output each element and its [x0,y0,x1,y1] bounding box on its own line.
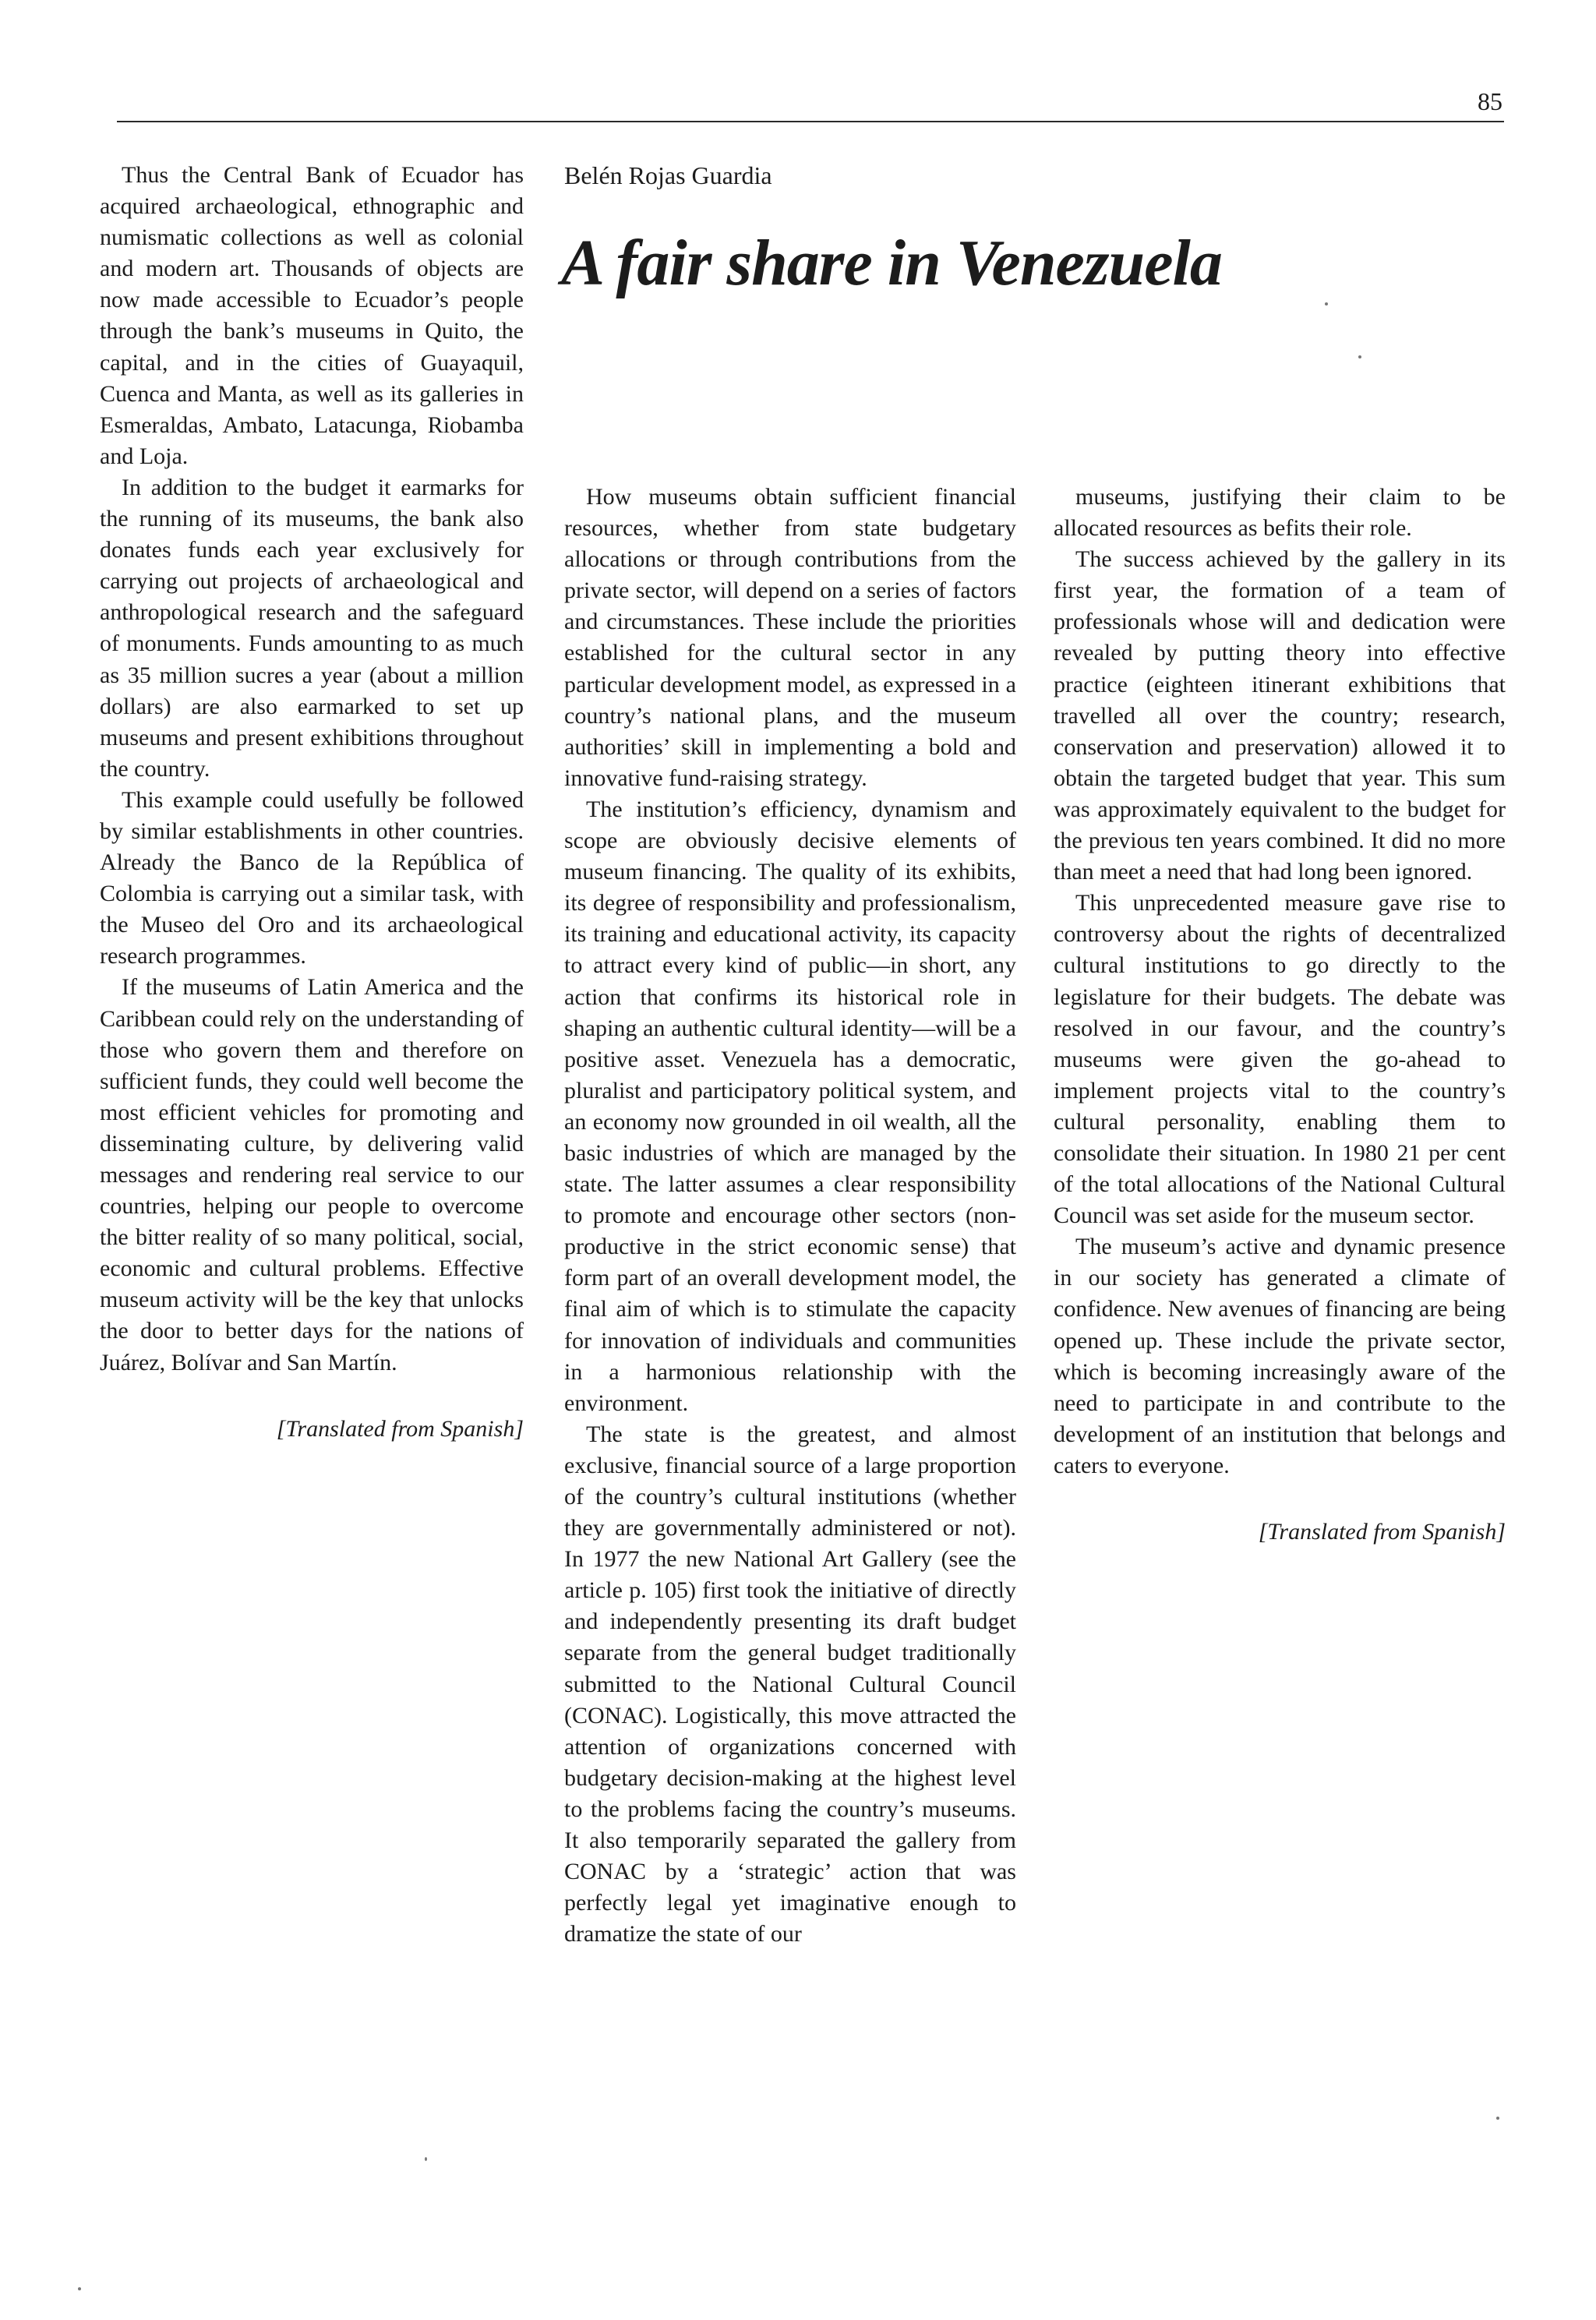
paragraph: museums, justifying their claim to be allocated resources as befits their role. [1054,484,1506,542]
scan-speck [1325,302,1328,305]
article-author: Belén Rojas Guardia [564,161,772,189]
paragraph: The museum’s active and dynamic presence in our society has generated a climate of confidence. New avenues of financing are being opened up. These include the private sector, which is becoming increasingly aware of the need to participate in and contribute to the development of an institution that belongs and caters to everyone. [1054,1234,1506,1478]
paragraph: How museums obtain sufficient financial resources, whether from state budgetary allocations or through contributions from the private sector, will depend on a series of factors and circumstances. These include the priorities established for the cultural sector in any particular development model, as expressed in a country’s national plans, and the museum authorities’ skill in implementing a bold and innovative fund-raising strategy. [564,484,1016,791]
article-title: A fair share in Venezuela [561,227,1222,299]
paragraph: The state is the greatest, and almost exclusive, financial source of a large proportion of the country’s cultural institutions (whether they are governmentally administered or not). In 1977 the new National Art Gallery (see the article p. 105) first took the initiative of directly and independently presenting its draft budget separate from the general budget traditionally submitted to the National Cultural Council (CONAC). Logistically, this move attracted the attention of organizations concerned with budgetary decision-making at the highest level to the problems facing the country’s museums. It also temporarily separated the gallery from CONAC by a ‘strategic’ action that was perfectly legal yet imaginative enough to dramatize the state of our [564,1421,1016,1947]
translation-credit: [Translated from Spanish] [1258,1519,1506,1545]
paragraph: The institution’s efficiency, dynamism and scope are obviously decisive elements of museum financing. The quality of its exhibits, its degree of responsibility and professionalism, its training and educational activity, its capacity to attract every kind of public—in short, any action that confirms its historical role in shaping an authentic cultural identity—will be a positive asset. Venezuela has a democratic, pluralist and participatory political system, and an economy now grounded in oil wealth, all the basic industries of which are managed by the state. The latter assumes a clear responsibility to promote and encourage other sectors (non-productive in the strict economic sense) that form part of an overall development model, the final aim of which is to stimulate the capacity for innovation of individuals and communities in a harmonious relationship with the environment. [564,796,1016,1416]
paragraph: Thus the Central Bank of Ecuador has acquired archaeological, ethnographic and numismatic collections as well as colonial and modern art. Thousands of objects are now made accessible to Ecuador’s people through the bank’s museums in Quito, the capital, and in the cities of Guayaquil, Cuenca and Manta, as well as its galleries in Esmeraldas, Ambato, Latacunga, Riobamba and Loja. [100,162,524,469]
left-column [100,160,524,1445]
right-column [1054,482,1506,1548]
paragraph: If the museums of Latin America and the Caribbean could rely on the understanding of those who govern them and therefore on sufficient funds, they could well become the most efficient vehicles for promoting and disseminating culture, by delivering valid messages and rendering real service to our countries, helping our people to overcome the bitter reality of so many political, social, economic and cultural problems. Effective museum activity will be the key that unlocks the door to better days for the nations of Juárez, Bolívar and San Martín. [100,974,524,1375]
translation-credit: [Translated from Spanish] [276,1415,524,1442]
page-number: 85 [1478,87,1502,115]
scan-speck [425,2157,427,2161]
paragraph: In addition to the budget it earmarks for the running of its museums, the bank also donates funds each year exclusively for carrying out projects of archaeological and anthropological research and the safeguard of monuments. Funds amounting to as much as 35 million sucres a year (about a million dollars) are also earmarked to set up museums and present exhibitions throughout the country. [100,474,524,782]
paragraph: This example could usefully be followed by similar establishments in other countries. Already the Banco de la República of Colombia is carrying out a similar task, with the Museo del Oro and its archaeological research programmes. [100,786,524,969]
scan-speck [1496,2117,1499,2120]
header-rule [117,121,1504,122]
scan-speck [1358,355,1361,358]
paragraph: The success achieved by the gallery in its first year, the formation of a team of professionals whose will and dedication were revealed by putting theory into effective practice (eighteen itinerant exhibitions that travelled all over the country; research, conservation and preservation) allowed it to obtain the targeted budget that year. This sum was approximately equivalent to the budget for the previous ten years combined. It did no more than meet a need that had long been ignored. [1054,546,1506,885]
middle-column [564,482,1016,1950]
scan-speck [78,2287,81,2290]
paragraph: This unprecedented measure gave rise to controversy about the rights of decentralized cultural institutions to go directly to the legislature for their budgets. The debate was resolved in our favour, and the country’s museums were given the go-ahead to implement projects vital to the country’s cultural personality, enabling them to consolidate their situation. In 1980 21 per cent of the total allocations of the National Cultural Council was set aside for the museum sector. [1054,890,1506,1229]
